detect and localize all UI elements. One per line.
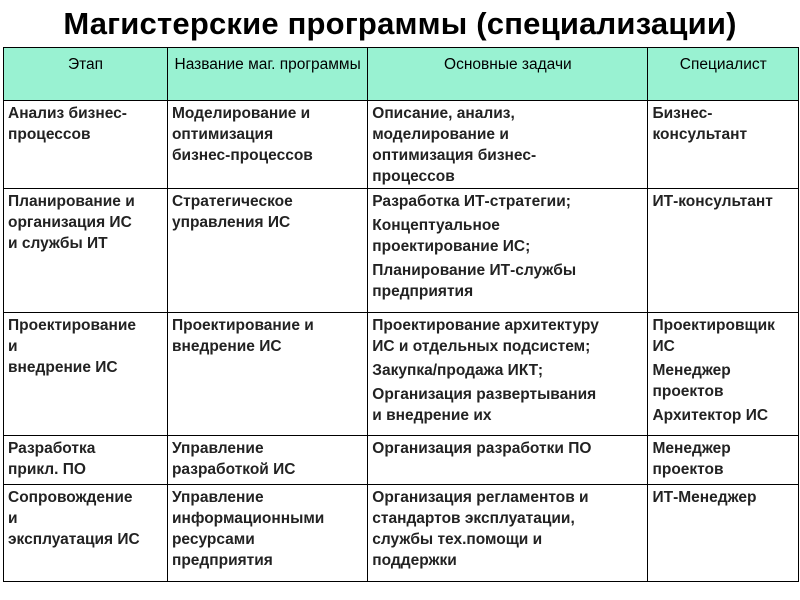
- task-line: Организация развертывания: [372, 386, 597, 403]
- task-line: ИС и отдельных подсистем;: [372, 338, 591, 355]
- header-row: [4, 48, 799, 101]
- task-line: Концептуальное: [372, 217, 500, 234]
- specialist-line: Архитектор ИС: [652, 407, 769, 424]
- task-line: предприятия: [372, 283, 474, 300]
- task-item: [372, 215, 643, 257]
- header-tasks: Основные задачи: [368, 48, 648, 101]
- cell-program: [167, 189, 367, 313]
- task-item: [372, 487, 643, 571]
- cell-stage: [4, 485, 168, 582]
- cell-tasks: [368, 436, 648, 485]
- task-line: оптимизация бизнес-: [372, 147, 537, 164]
- stage-line: Проектирование: [8, 317, 136, 334]
- program-line: предприятия: [171, 552, 273, 569]
- task-line: стандартов эксплуатации,: [372, 510, 575, 527]
- task-line: моделирование и: [372, 126, 509, 143]
- specialist-item: [652, 487, 794, 508]
- cell-specialist: [648, 189, 799, 313]
- table-row: [4, 313, 799, 436]
- task-line: Организация разработки ПО: [372, 440, 592, 457]
- program-line: бизнес-процессов: [171, 147, 313, 164]
- stage-line: Сопровождение: [8, 489, 133, 506]
- program-line: разработкой ИС: [171, 461, 296, 478]
- specializations-table: [3, 47, 799, 582]
- stage-line: и: [8, 338, 18, 355]
- table-row: [4, 485, 799, 582]
- stage-line: и службы ИТ: [8, 235, 108, 252]
- task-item: [372, 260, 643, 302]
- task-line: и внедрение их: [372, 407, 492, 424]
- task-item: [372, 438, 643, 459]
- cell-stage: [4, 313, 168, 436]
- cell-specialist: [648, 485, 799, 582]
- cell-specialist: [648, 313, 799, 436]
- cell-program: [167, 485, 367, 582]
- specialist-item: [652, 191, 794, 212]
- program-line: Управление: [171, 440, 264, 457]
- specialist-line: ИТ-консультант: [652, 193, 773, 210]
- header-program: Название маг. программы: [167, 48, 367, 101]
- stage-line: внедрение ИС: [8, 359, 118, 376]
- stage-line: эксплуатация ИС: [8, 531, 140, 548]
- specialist-line: Проектировщик: [652, 317, 775, 334]
- header-stage: Этап: [4, 48, 168, 101]
- task-line: Описание, анализ,: [372, 105, 515, 122]
- stage-line: и: [8, 510, 18, 527]
- task-item: [372, 315, 643, 357]
- header-specialist: Специалист: [648, 48, 799, 101]
- cell-tasks: [368, 313, 648, 436]
- specialist-line: Менеджер: [652, 362, 731, 379]
- task-item: [372, 384, 643, 426]
- specialist-line: Бизнес-: [652, 105, 713, 122]
- cell-specialist: [648, 436, 799, 485]
- stage-line: прикл. ПО: [8, 461, 86, 478]
- stage-line: организация ИС: [8, 214, 132, 231]
- task-item: [372, 360, 643, 381]
- program-line: ресурсами: [171, 531, 255, 548]
- task-item: [372, 191, 643, 212]
- specialist-item: [652, 103, 794, 145]
- task-item: [372, 103, 643, 187]
- cell-stage: [4, 101, 168, 189]
- stage-line: Анализ бизнес-: [8, 105, 127, 122]
- specialist-item: [652, 315, 794, 357]
- program-line: Управление: [171, 489, 264, 506]
- task-line: Организация регламентов и: [372, 489, 589, 506]
- table-row: [4, 101, 799, 189]
- task-line: Закупка/продажа ИКТ;: [372, 362, 544, 379]
- stage-line: Разработка: [8, 440, 96, 457]
- program-line: Проектирование и: [171, 317, 314, 334]
- cell-tasks: [368, 485, 648, 582]
- specialist-line: проектов: [652, 461, 724, 478]
- program-line: Моделирование и: [171, 105, 311, 122]
- task-line: поддержки: [372, 552, 457, 569]
- cell-specialist: [648, 101, 799, 189]
- specialist-item: [652, 360, 794, 402]
- task-line: службы тех.помощи и: [372, 531, 543, 548]
- table-row: [4, 436, 799, 485]
- specialist-line: проектов: [652, 383, 724, 400]
- specialist-line: Менеджер: [652, 440, 731, 457]
- cell-program: [167, 313, 367, 436]
- page-title: Магистерские программы (специализации): [63, 6, 737, 41]
- specialist-line: консультант: [652, 126, 748, 143]
- specialist-line: ИТ-Менеджер: [652, 489, 757, 506]
- table-body: [4, 101, 799, 582]
- cell-stage: [4, 436, 168, 485]
- task-line: процессов: [372, 168, 455, 185]
- program-line: оптимизация: [171, 126, 274, 143]
- specialist-item: [652, 438, 794, 480]
- program-line: внедрение ИС: [171, 338, 282, 355]
- cell-tasks: [368, 101, 648, 189]
- program-line: управления ИС: [171, 214, 291, 231]
- stage-line: Планирование и: [8, 193, 135, 210]
- program-line: Стратегическое: [171, 193, 293, 210]
- task-line: Проектирование архитектуру: [372, 317, 599, 334]
- stage-line: процессов: [8, 126, 91, 143]
- task-line: проектирование ИС;: [372, 238, 531, 255]
- specialist-item: [652, 405, 794, 426]
- program-line: информационными: [171, 510, 325, 527]
- task-line: Планирование ИТ-службы: [372, 262, 577, 279]
- cell-program: [167, 101, 367, 189]
- cell-tasks: [368, 189, 648, 313]
- table-row: [4, 189, 799, 313]
- cell-stage: [4, 189, 168, 313]
- specialist-line: ИС: [652, 338, 675, 355]
- cell-program: [167, 436, 367, 485]
- task-line: Разработка ИТ-стратегии;: [372, 193, 571, 210]
